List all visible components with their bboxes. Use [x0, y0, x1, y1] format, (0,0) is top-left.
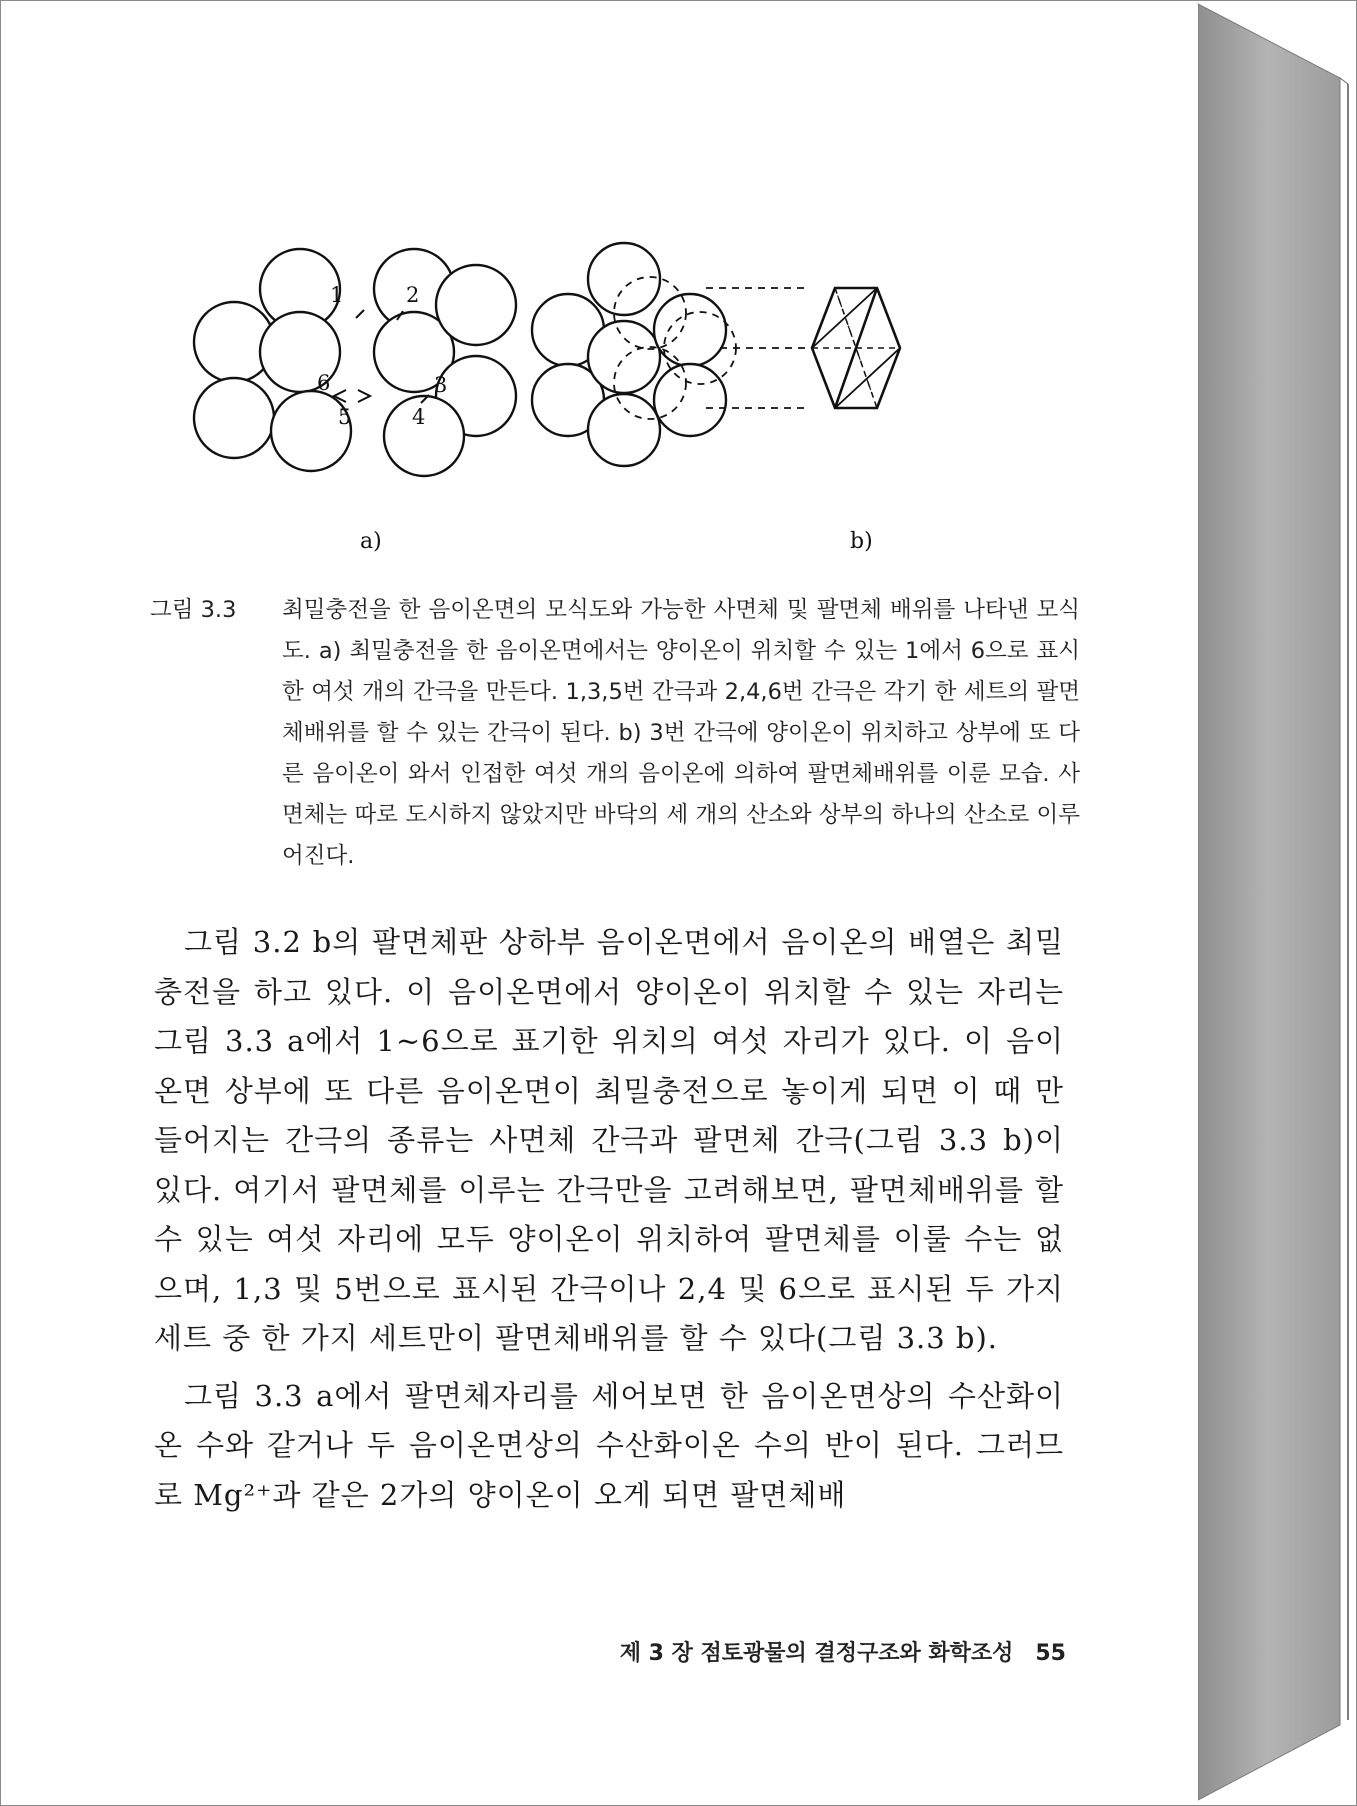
chapter-title: 제 3 장 점토광물의 결정구조와 화학조성: [619, 1641, 1014, 1666]
octahedron-icon: [812, 288, 900, 408]
panel-a-spheres: [194, 249, 516, 476]
site-5: 5: [338, 405, 352, 429]
site-2: 2: [406, 283, 420, 307]
site-3: 3: [434, 373, 448, 397]
site-4: 4: [412, 405, 426, 429]
figure-3-3: [180, 240, 1060, 580]
panel-a-label: a): [360, 529, 382, 554]
body-text: [154, 918, 1064, 1520]
caption-label: 그림 3.3: [150, 597, 237, 623]
site-1: 1: [330, 283, 344, 307]
running-footer: [520, 1636, 1066, 1667]
paragraph-1: 그림 3.2 b의 팔면체판 상하부 음이온면에서 음이온의 배열은 최밀충전을 하고 있다. 이 음이온면에서 양이온이 위치할 수 있는 자리는 그림 3.3 a에서 1~6으로 표기한 위치의 여섯 자리가 있다. 이 음이온면 상부에 또 다른 음이온면이 최밀충전으로 놓이게 되면 이 때 만들어지는 간극의 종류는 사면체 간극과 팔면체 간극(그림 3.3 b)이 있다. 여기서 팔면체를 이루는 간극만을 고려해보면, 팔면체배위를 할 수 있는 여섯 자리에 모두 양이온이 위치하여 팔면체를 이룰 수는 없으며, 1,3 및 5번으로 표시된 간극이나 2,4 및 6으로 표시된 두 가지 세트 중 한 가지 세트만이 팔면체배위를 할 수 있다(그림 3.3 b).: [154, 925, 1064, 1355]
paragraph-2: 그림 3.3 a에서 팔면체자리를 세어보면 한 음이온면상의 수산화이온 수와 같거나 두 음이온면상의 수산화이온 수의 반이 된다. 그러므로 Mg²⁺과 같은 2가의 양이온이 오게 되면 팔면체배: [154, 1378, 1064, 1512]
panel-b-label: b): [850, 529, 873, 554]
site-6: 6: [317, 371, 331, 395]
figure-caption: [150, 590, 1080, 877]
caption-text: 최밀충전을 한 음이온면의 모식도와 가능한 사면체 및 팔면체 배위를 나타낸 모식도. a) 최밀충전을 한 음이온면에서는 양이온이 위치할 수 있는 1에서 6으로 표시한 여섯 개의 간극을 만든다. 1,3,5번 간극과 2,4,6번 간극은 각기 한 세트의 팔면체배위를 할 수 있는 간극이 된다. b) 3번 간극에 양이온이 위치하고 상부에 또 다른 음이온이 와서 인접한 여섯 개의 음이온에 의하여 팔면체배위를 이룬 모습. 사면체는 따로 도시하지 않았지만 바닥의 세 개의 산소와 상부의 하나의 산소로 이루어진다.: [282, 597, 1080, 869]
page-number: 55: [1035, 1641, 1066, 1666]
